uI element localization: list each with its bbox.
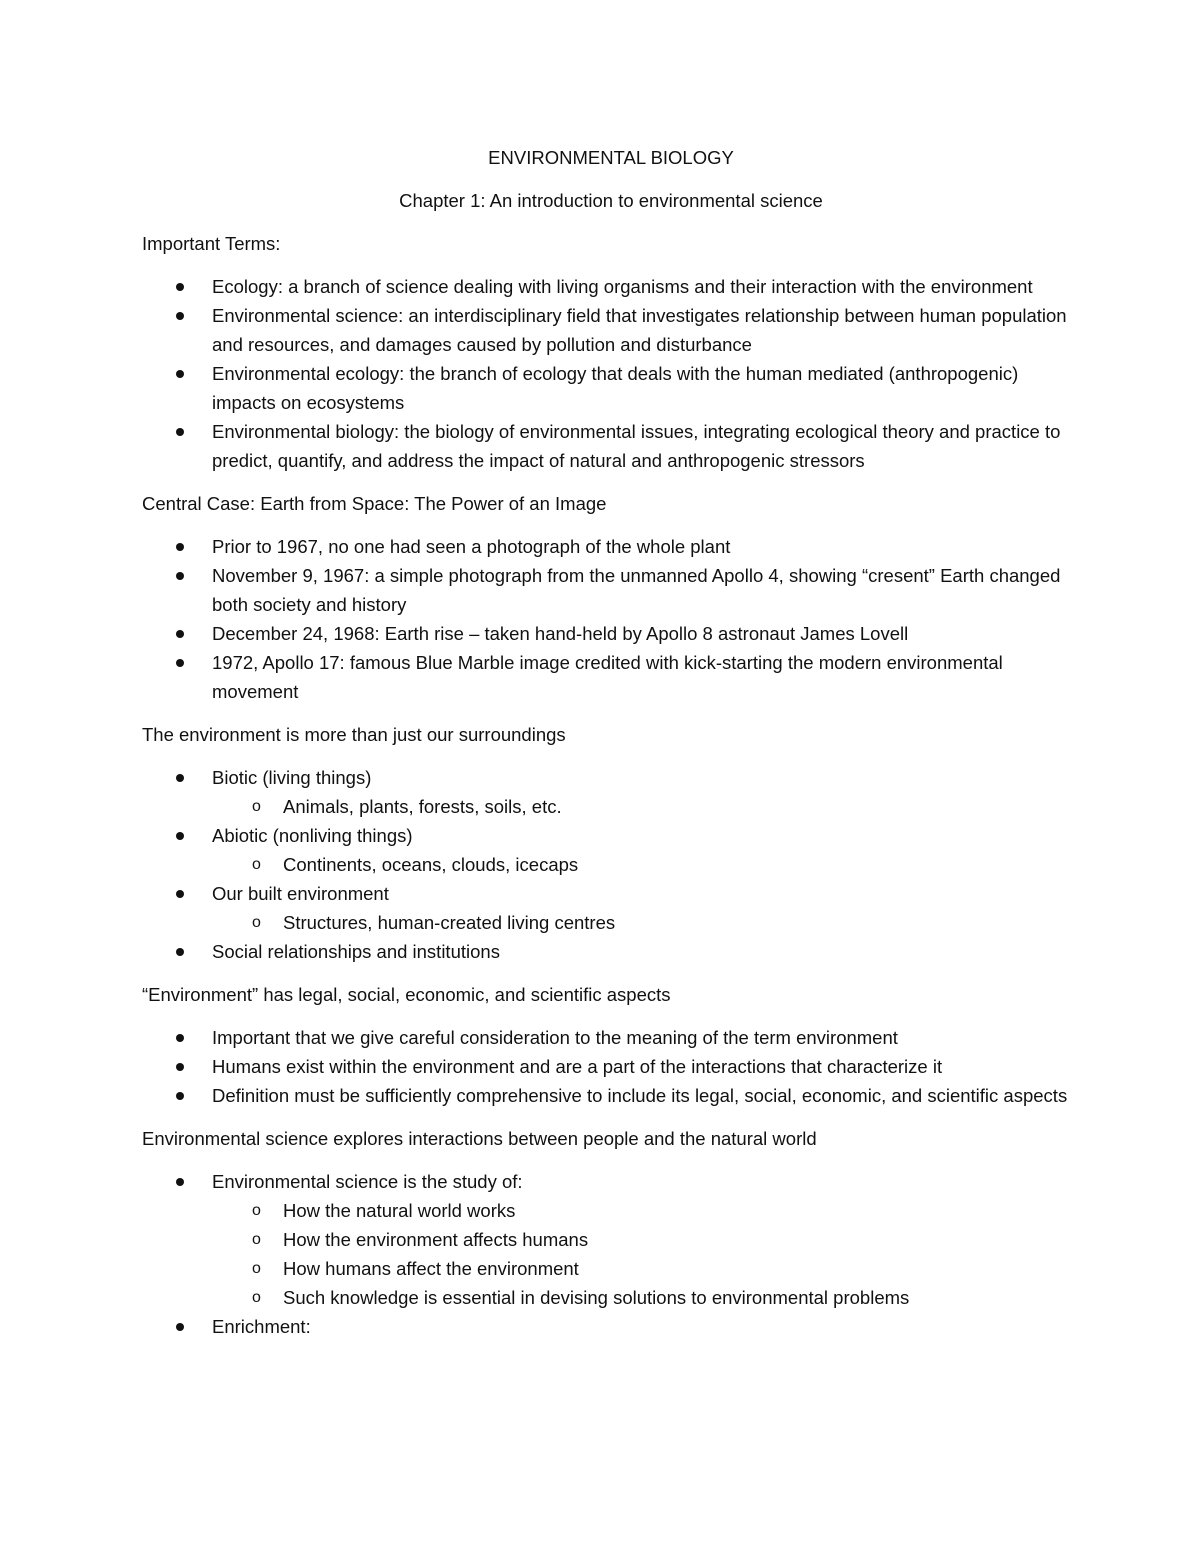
- chapter-title: Chapter 1: An introduction to environmental science: [399, 190, 823, 211]
- bullet-item: [142, 879, 1080, 937]
- bullet-item: [142, 1312, 1080, 1341]
- sub-bullet-list: [212, 850, 1080, 879]
- section-heading: “Environment” has legal, social, economic, and scientific aspects: [142, 984, 671, 1005]
- sub-bullet-item: o How the environment affects humans: [212, 1225, 1080, 1254]
- bullet-text: Ecology: a branch of science dealing with living organisms and their interaction with the environment: [212, 276, 1033, 297]
- bullet-text: Biotic (living things): [212, 767, 372, 788]
- bullet-item: [142, 359, 1080, 417]
- sub-bullet-item: o Continents, oceans, clouds, icecaps: [212, 850, 1080, 879]
- bullet-item: [142, 1052, 1080, 1081]
- bullet-text: Prior to 1967, no one had seen a photograph of the whole plant: [212, 536, 731, 557]
- bullet-text: Enrichment:: [212, 1316, 311, 1337]
- sub-bullet-list: [212, 908, 1080, 937]
- section-heading: Central Case: Earth from Space: The Power of an Image: [142, 493, 607, 514]
- bullet-item: [142, 1081, 1080, 1110]
- bullet-item: [142, 937, 1080, 966]
- bullet-item: [142, 1167, 1080, 1312]
- bullet-text: December 24, 1968: Earth rise – taken hand-held by Apollo 8 astronaut James Lovell: [212, 623, 909, 644]
- bullet-list: [142, 1167, 1080, 1341]
- bullet-item: [142, 648, 1080, 706]
- bullet-text: Social relationships and institutions: [212, 941, 500, 962]
- bullet-text: Abiotic (nonliving things): [212, 825, 413, 846]
- section: [142, 229, 1080, 475]
- bullet-item: [142, 272, 1080, 301]
- bullet-list: [142, 763, 1080, 966]
- section: [142, 489, 1080, 706]
- bullet-text: Humans exist within the environment and are a part of the interactions that characterize it: [212, 1056, 943, 1077]
- bullet-item: [142, 1023, 1080, 1052]
- document-body: [142, 229, 1080, 1341]
- bullet-item: [142, 561, 1080, 619]
- section: [142, 1124, 1080, 1341]
- document-title: ENVIRONMENTAL BIOLOGY: [488, 147, 734, 168]
- bullet-text: Our built environment: [212, 883, 389, 904]
- bullet-text: Environmental science: an interdisciplinary field that investigates relationship between human population and resources, and damages caused by pollution and disturbance: [212, 305, 1067, 355]
- bullet-item: [142, 619, 1080, 648]
- bullet-text: Important that we give careful consideration to the meaning of the term environment: [212, 1027, 898, 1048]
- sub-bullet-list: [212, 792, 1080, 821]
- bullet-text: November 9, 1967: a simple photograph from the unmanned Apollo 4, showing “cresent” Earth changed both society and history: [212, 565, 1061, 615]
- bullet-text: 1972, Apollo 17: famous Blue Marble image credited with kick-starting the modern environmental movement: [212, 652, 1003, 702]
- bullet-text: Definition must be sufficiently comprehensive to include its legal, social, economic, and scientific aspects: [212, 1085, 1068, 1106]
- section-heading: The environment is more than just our surroundings: [142, 724, 566, 745]
- bullet-item: [142, 763, 1080, 821]
- section-heading: Important Terms:: [142, 233, 281, 254]
- sub-bullet-item: o How the natural world works: [212, 1196, 1080, 1225]
- bullet-text: Environmental science is the study of:: [212, 1171, 523, 1192]
- bullet-text: Environmental biology: the biology of environmental issues, integrating ecological theory and practice to predict, quantify, and address the impact of natural and anthropogenic stressors: [212, 421, 1061, 471]
- sub-bullet-list: [212, 1196, 1080, 1312]
- section-heading: Environmental science explores interactions between people and the natural world: [142, 1128, 817, 1149]
- bullet-list: [142, 532, 1080, 706]
- sub-bullet-item: o Structures, human-created living centres: [212, 908, 1080, 937]
- sub-bullet-item: o Animals, plants, forests, soils, etc.: [212, 792, 1080, 821]
- section: [142, 980, 1080, 1110]
- bullet-item: [142, 532, 1080, 561]
- bullet-item: [142, 821, 1080, 879]
- bullet-text: Environmental ecology: the branch of ecology that deals with the human mediated (anthropogenic) impacts on ecosystems: [212, 363, 1019, 413]
- sub-bullet-item: o How humans affect the environment: [212, 1254, 1080, 1283]
- bullet-item: [142, 301, 1080, 359]
- section: [142, 720, 1080, 966]
- sub-bullet-item: o Such knowledge is essential in devising solutions to environmental problems: [212, 1283, 1080, 1312]
- bullet-item: [142, 417, 1080, 475]
- bullet-list: [142, 1023, 1080, 1110]
- bullet-list: [142, 272, 1080, 475]
